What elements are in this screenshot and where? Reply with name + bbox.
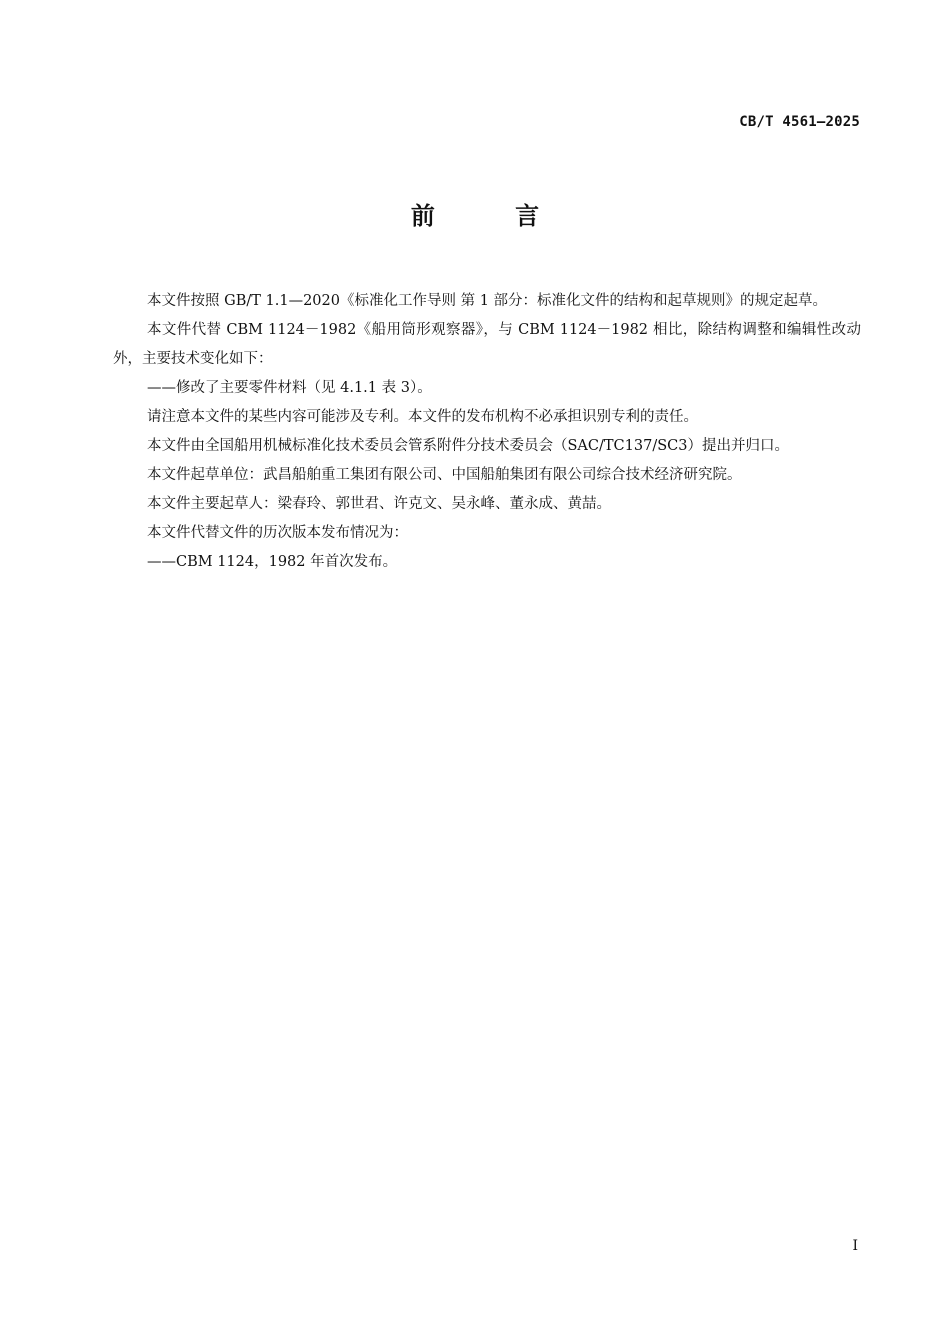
paragraph-history-item: ——CBM 1124，1982 年首次发布。	[147, 554, 398, 570]
paragraph-proposer: 本文件由全国船用机械标准化技术委员会管系附件分技术委员会（SAC/TC137/SC3）提出并归口。	[147, 438, 789, 454]
paragraph-drafting-rules: 本文件按照 GB/T 1.1—2020《标准化工作导则 第 1 部分：标准化文件的结构和起草规则》的规定起草。	[147, 293, 828, 309]
paragraph-drafters: 本文件主要起草人：梁春玲、郭世君、许克文、吴永峰、董永成、黄喆。	[147, 496, 611, 512]
standard-code: CB/T 4561—2025	[739, 114, 860, 130]
document-body	[113, 287, 861, 577]
paragraph-drafting-units: 本文件起草单位：武昌船舶重工集团有限公司、中国船舶集团有限公司综合技术经济研究院。	[147, 467, 742, 483]
page-title: 前 言	[410, 202, 576, 230]
paragraph-history-intro: 本文件代替文件的历次版本发布情况为：	[147, 525, 408, 541]
paragraph-patent-notice: 请注意本文件的某些内容可能涉及专利。本文件的发布机构不必承担识别专利的责任。	[147, 409, 698, 425]
page-number: I	[852, 1238, 858, 1254]
paragraph-change-item: ——修改了主要零件材料（见 4.1.1 表 3）。	[147, 380, 432, 396]
paragraph-replacement: 本文件代替 CBM 1124－1982《船用筒形观察器》，与 CBM 1124－1982 相比，除结构调整和编辑性改动外，主要技术变化如下：	[113, 322, 861, 367]
